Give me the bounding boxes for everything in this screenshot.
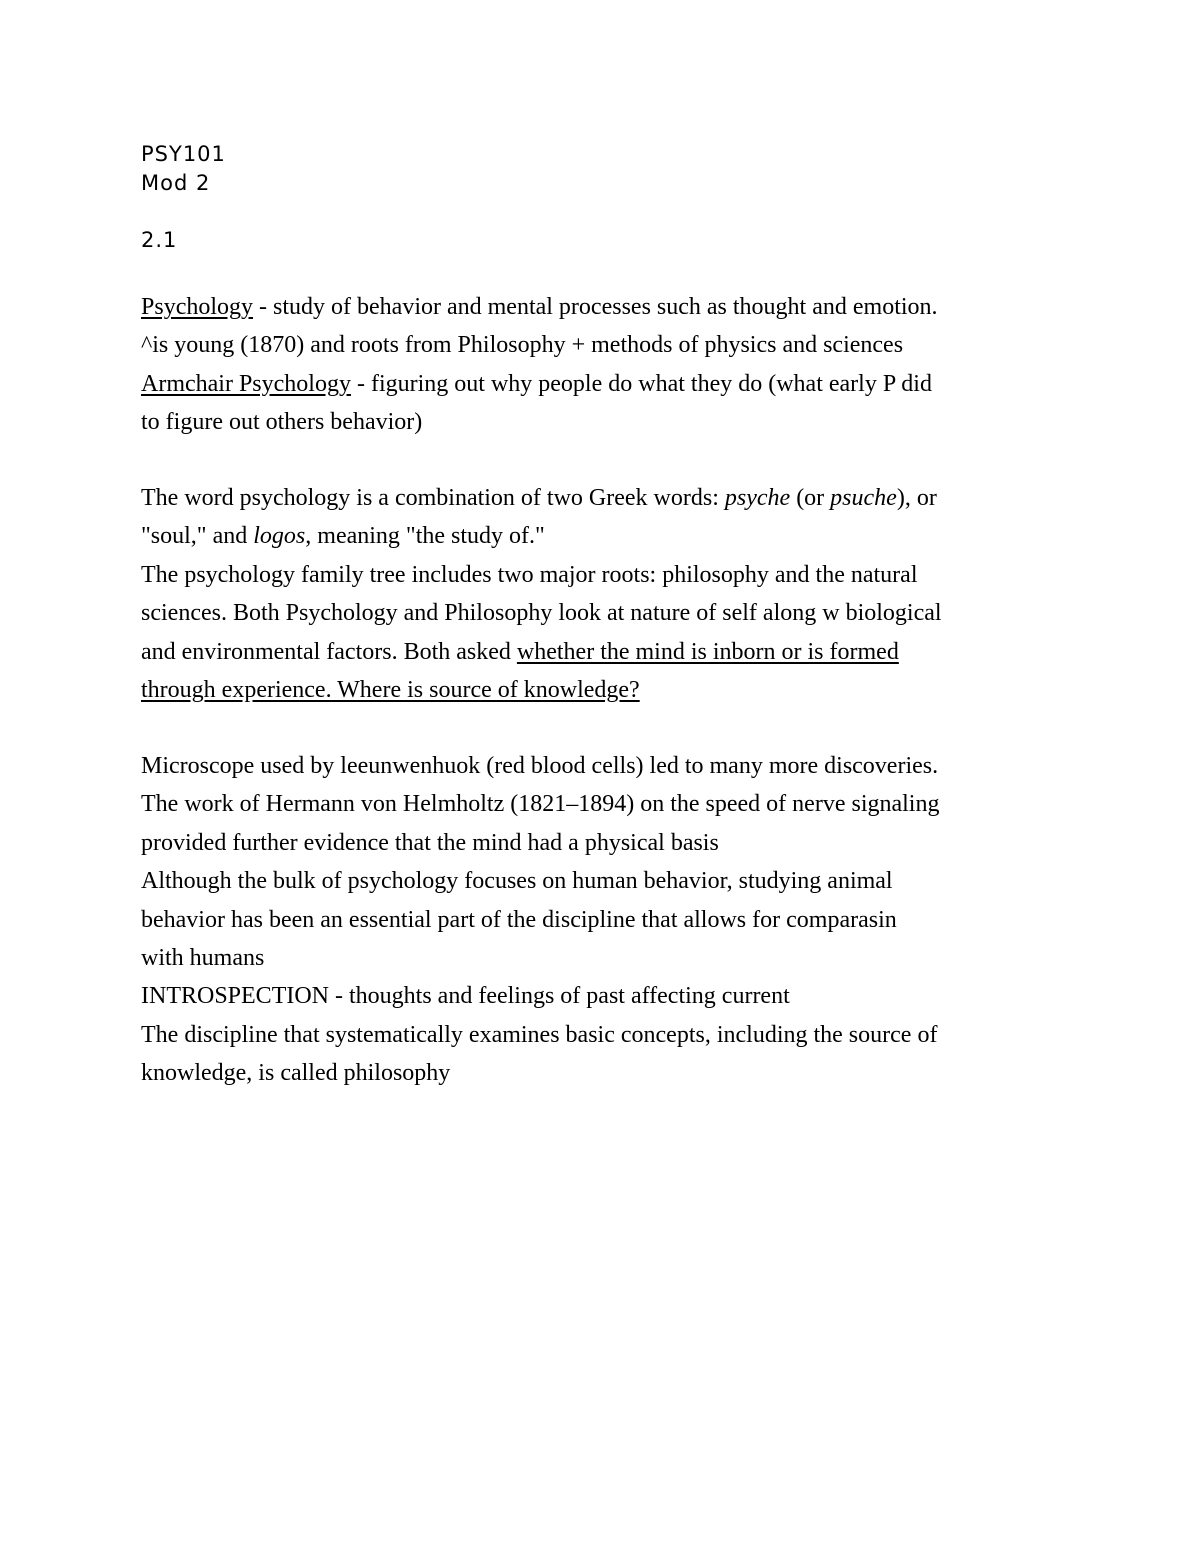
introspection-definition: INTROSPECTION - thoughts and feelings of past affecting current	[141, 983, 790, 1010]
armchair-definition	[141, 365, 1071, 403]
psychology-history-note: ^is young (1870) and roots from Philosophy + methods of physics and sciences	[141, 332, 904, 359]
history-block	[141, 747, 1071, 1093]
philosophy-note-2: knowledge, is called philosophy	[141, 1060, 451, 1087]
armchair-definition-text: - figuring out why people do what they do (what early P did	[350, 370, 932, 397]
etymology-line-2	[141, 517, 1071, 555]
helmholtz-note-1: The work of Hermann von Helmholtz (1821–1894) on the speed of nerve signaling	[141, 791, 940, 818]
etymology-text-c: ), or	[896, 485, 937, 511]
microscope-note: Microscope used by leeunwenhuok (red blood cells) led to many more discoveries.	[141, 753, 939, 779]
psychology-definition	[141, 288, 1071, 326]
etymology-block	[141, 479, 1071, 709]
animal-behavior-note-2: behavior has been an essential part of the discipline that allows for comparasin	[141, 906, 897, 933]
section-number: 2.1	[141, 228, 178, 252]
family-tree-line-2: sciences. Both Psychology and Philosophy look at nature of self along w biological	[141, 600, 942, 627]
definitions-block	[141, 288, 1071, 442]
etymology-text-e: , meaning "the study of."	[305, 523, 545, 550]
document-header	[141, 140, 226, 198]
etymology-text-b: (or	[790, 485, 831, 511]
psychology-term: Psychology	[141, 294, 254, 320]
etymology-text-a: The word psychology is a combination of two Greek words:	[141, 485, 725, 511]
etymology-text-d: "soul," and	[141, 523, 254, 550]
armchair-term: Armchair Psychology	[141, 370, 351, 397]
armchair-definition-cont: to figure out others behavior)	[141, 409, 423, 436]
word-psuche: psuche	[830, 485, 897, 511]
animal-behavior-note-3: with humans	[141, 945, 265, 972]
course-code: PSY101	[141, 142, 226, 166]
word-psyche: psyche	[724, 485, 791, 511]
family-tree-line-4	[141, 671, 1071, 709]
helmholtz-note-2: provided further evidence that the mind had a physical basis	[141, 829, 719, 856]
philosophy-note-1: The discipline that systematically examines basic concepts, including the source of	[141, 1021, 938, 1048]
family-tree-line-3	[141, 633, 1071, 671]
family-tree-text: and environmental factors. Both asked	[141, 638, 517, 665]
key-question-part-1: whether the mind is inborn or is formed	[516, 638, 899, 665]
etymology-line-1	[141, 479, 1071, 517]
animal-behavior-note-1: Although the bulk of psychology focuses on human behavior, studying animal	[141, 868, 893, 895]
word-logos: logos	[253, 523, 306, 550]
family-tree-line-1: The psychology family tree includes two major roots: philosophy and the natural	[141, 561, 918, 588]
key-question-part-2: through experience. Where is source of knowledge?	[141, 677, 640, 704]
module-label: Mod 2	[141, 171, 211, 195]
psychology-definition-text: - study of behavior and mental processes such as thought and emotion.	[253, 294, 938, 320]
